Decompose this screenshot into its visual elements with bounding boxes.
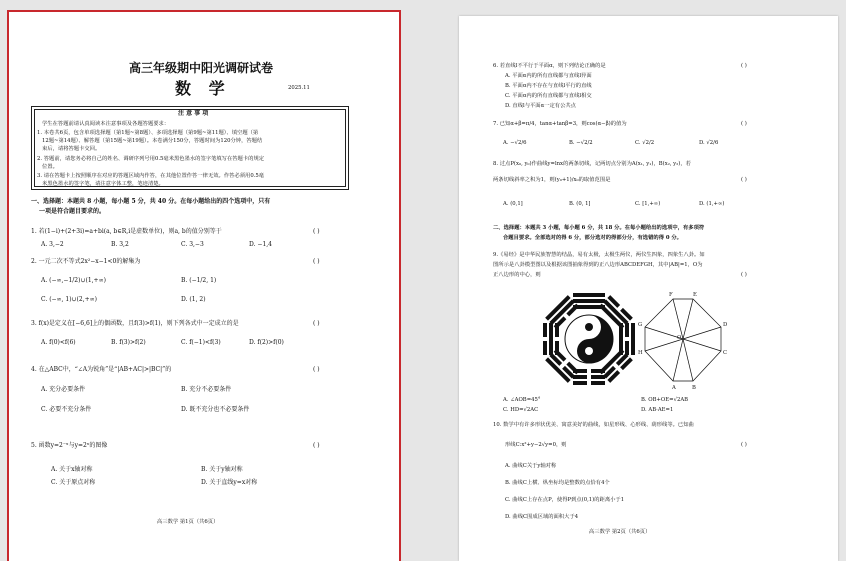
notice-line: 12题~第14题）、解答题（第15题~第19题）。本卷满分150分，答题时间为120分钟，答题结 xyxy=(42,138,263,144)
vertex-label-g: G xyxy=(638,322,643,328)
q2-option-d[interactable]: D. (1, 2) xyxy=(181,296,206,303)
q1-stem: 1. 若(1−i)+(2+3i)=a+bi(a, b∈R,i是虚数单位)，则a, b的值分别等于 xyxy=(31,228,222,235)
q8-stem: 8. 过点P(x₀, y₀)作曲线y=lnx的两条切线，记两切点分别为A(x₁, y₁)，B(x₂, y₂)，若 xyxy=(493,161,691,167)
notice-line: 2. 答题前，请您务必将自己的姓名、调研序列号用0.5毫米黑色墨水的签字笔填写在答题卡的规定 xyxy=(37,156,265,162)
notice-line: 束后，请将答题卡交回。 xyxy=(42,146,101,152)
page-2[interactable] xyxy=(459,16,838,561)
q3-answer-paren[interactable]: ( ) xyxy=(313,320,320,327)
q10-option-c[interactable]: C. 曲线C上存在点P，使得P到点(0,1)的距离小于1 xyxy=(505,497,625,503)
q4-option-d[interactable]: D. 既不充分也不必要条件 xyxy=(181,406,250,413)
q5-option-a[interactable]: A. 关于x轴对称 xyxy=(51,466,93,473)
q9-stem-line1: 9.《易经》是中华民族智慧的结晶，易有太极，太极生两仪，两仪生四象，四象生八卦。如 xyxy=(493,252,705,258)
q9-option-c[interactable]: C. HD=√2AC xyxy=(503,407,539,413)
page2-footer: 高三数学 第2页（共6页） xyxy=(589,529,651,535)
q8-option-d[interactable]: D. (1,+∞) xyxy=(699,201,725,207)
section2-heading: 二、选择题：本题共 3 小题，每小题 6 分，共 18 分。在每小题给出的选项中，有多项符 xyxy=(493,225,705,231)
q2-answer-paren[interactable]: ( ) xyxy=(313,258,320,265)
vertex-label-f: F xyxy=(669,292,673,298)
q7-stem: 7. 已知α+β=π/4，tanα+tanβ=3，则cos(α−β)的值为 xyxy=(493,121,627,127)
q3-stem: 3. f(x)是定义在[−6,6]上的偶函数，且f(3)>f(1)，则下列各式中一定成立的是 xyxy=(31,320,239,327)
q8-option-c[interactable]: C. [1,+∞) xyxy=(635,201,661,207)
q4-stem: 4. 在△ABC中，“∠A为锐角”是“|AB+AC|>|BC|”的 xyxy=(31,366,172,373)
q5-option-b[interactable]: B. 关于y轴对称 xyxy=(201,466,243,473)
q8-answer-paren[interactable]: ( ) xyxy=(741,177,747,183)
q9-option-b[interactable]: B. OB+OE=√2AB xyxy=(641,397,689,403)
q3-option-c[interactable]: C. f(−1)<f(3) xyxy=(181,339,221,346)
q2-option-b[interactable]: B. (−1/2, 1) xyxy=(181,277,217,284)
notice-intro: 学生在答题前请认真阅读本注意事项及各题答题要求： xyxy=(42,121,170,127)
octagon-figure xyxy=(635,291,731,387)
q4-option-b[interactable]: B. 充分不必要条件 xyxy=(181,386,232,393)
q6-option-d[interactable]: D. 直线l与平面α一定有公共点 xyxy=(505,103,576,109)
q1-option-b[interactable]: B. 3,2 xyxy=(111,241,129,248)
q1-answer-paren[interactable]: ( ) xyxy=(313,228,320,235)
q5-answer-paren[interactable]: ( ) xyxy=(313,442,320,449)
vertex-label-d: D xyxy=(723,322,728,328)
q3-option-d[interactable]: D. f(2)>f(0) xyxy=(249,339,284,346)
q10-stem-line2: 形线C:x²+y−2√y=0，则 xyxy=(505,442,567,448)
exam-title: 高三年级期中阳光调研试卷 xyxy=(129,61,274,75)
subject-title: 数 学 xyxy=(175,79,231,98)
q1-option-a[interactable]: A. 3,−2 xyxy=(41,241,64,248)
q2-option-c[interactable]: C. (−∞, 1)∪(2,+∞) xyxy=(41,296,97,303)
q10-answer-paren[interactable]: ( ) xyxy=(741,442,747,448)
q5-option-c[interactable]: C. 关于原点对称 xyxy=(51,479,96,486)
q9-option-a[interactable]: A. ∠AOB=45° xyxy=(503,397,541,403)
notice-line: 位置。 xyxy=(42,164,58,170)
q1-option-c[interactable]: C. 3,−3 xyxy=(181,241,204,248)
q6-option-b[interactable]: B. 平面α内不存在与直线l平行的直线 xyxy=(505,83,592,89)
vertex-label-h: H xyxy=(638,350,643,356)
q1-option-d[interactable]: D. −1,4 xyxy=(249,241,272,248)
q10-option-b[interactable]: B. 曲线C上横、纵坐标均是整数的点恰有4个 xyxy=(505,480,610,486)
q7-option-d[interactable]: D. √2/6 xyxy=(699,140,719,146)
vertex-label-c: C xyxy=(723,350,728,356)
q6-answer-paren[interactable]: ( ) xyxy=(741,63,747,69)
q9-stem-line3: 正八边形的中心，则 xyxy=(493,272,541,278)
q8-stem-cont: 两条切线斜率之积为1，则(y₀+1)/x₀的取值范围是 xyxy=(493,177,611,183)
q7-answer-paren[interactable]: ( ) xyxy=(741,121,747,127)
q10-stem-line1: 10. 数学中有许多形状优美、寓意美好的曲线，如星形线、心形线、葫形线等。已知曲 xyxy=(493,422,694,428)
q4-answer-paren[interactable]: ( ) xyxy=(313,366,320,373)
q8-option-a[interactable]: A. (0,1] xyxy=(503,201,523,207)
vertex-label-a: A xyxy=(672,385,676,391)
notice-box xyxy=(31,106,349,190)
q3-option-a[interactable]: A. f(0)<f(6) xyxy=(41,339,76,346)
taiji-symbol xyxy=(565,315,613,363)
vertex-label-e: E xyxy=(693,292,697,298)
q7-option-a[interactable]: A. −√2/6 xyxy=(503,140,527,146)
notice-heading: 注 意 事 项 xyxy=(178,110,209,117)
q6-option-c[interactable]: C. 平面α内的所有直线都与直线l相交 xyxy=(505,93,592,99)
page1-footer: 高三数学 第1页（共6页） xyxy=(157,519,219,525)
q7-option-c[interactable]: C. √2/2 xyxy=(635,140,655,146)
q3-option-b[interactable]: B. f(3)>f(2) xyxy=(111,339,146,346)
q4-option-c[interactable]: C. 必要不充分条件 xyxy=(41,406,92,413)
q7-option-b[interactable]: B. −√2/2 xyxy=(569,140,593,146)
q8-option-b[interactable]: B. (0, 1] xyxy=(569,201,591,207)
q5-option-d[interactable]: D. 关于直线y=x对称 xyxy=(201,479,258,486)
q6-stem: 6. 若直线l不平行于平面α，则下列结论正确的是 xyxy=(493,63,606,69)
notice-line: 3. 请在答题卡上按照顺序在对应的答题区域内作答，在其他位置作答一律无效。作答必须用0.5毫 xyxy=(37,173,265,179)
notice-line: 1. 本卷共6页，包含单项选择题（第1题~第8题）、多项选择题（第9题~第11题）、填空题（第 xyxy=(37,130,259,136)
page-1[interactable] xyxy=(9,12,399,561)
section1-heading: 一、选择题：本题共 8 小题，每小题 5 分，共 40 分。在每小题给出的四个选项中，只有 xyxy=(31,198,271,205)
vertex-label-b: B xyxy=(692,385,696,391)
q10-option-d[interactable]: D. 曲线C围成区域的面积大于4 xyxy=(505,514,579,520)
q6-option-a[interactable]: A. 平面α内的所有直线都与直线l异面 xyxy=(505,73,592,79)
q9-option-d[interactable]: D. AB·AE=1 xyxy=(641,407,674,413)
exam-date: 2025.11 xyxy=(288,85,310,91)
bagua-taiji-figure xyxy=(539,289,639,389)
section2-heading-cont: 合题目要求。全部选对的得 6 分，部分选对的得部分分，有选错的得 0 分。 xyxy=(503,235,682,241)
q9-stem-line2: 图所示是八卦模型图以及根据该图抽象得到的正八边形ABCDEFGH，其中|AB|=1，O为 xyxy=(493,262,703,268)
q2-stem: 2. 一元二次不等式2x²−x−1<0的解集为 xyxy=(31,258,141,265)
center-label-o: O xyxy=(677,335,682,341)
q10-option-a[interactable]: A. 曲线C关于y轴对称 xyxy=(505,463,557,469)
notice-line: 米黑色墨水的签字笔，请注意字体工整，笔迹清楚。 xyxy=(42,181,164,187)
section1-heading-cont: 一项是符合题目要求的。 xyxy=(39,208,106,215)
q5-stem: 5. 函数y=2⁻ˣ与y=2ˣ的图像 xyxy=(31,442,108,449)
q4-option-a[interactable]: A. 充分必要条件 xyxy=(41,386,86,393)
q9-answer-paren[interactable]: ( ) xyxy=(741,272,747,278)
q2-option-a[interactable]: A. (−∞,−1/2)∪(1,+∞) xyxy=(41,277,106,284)
